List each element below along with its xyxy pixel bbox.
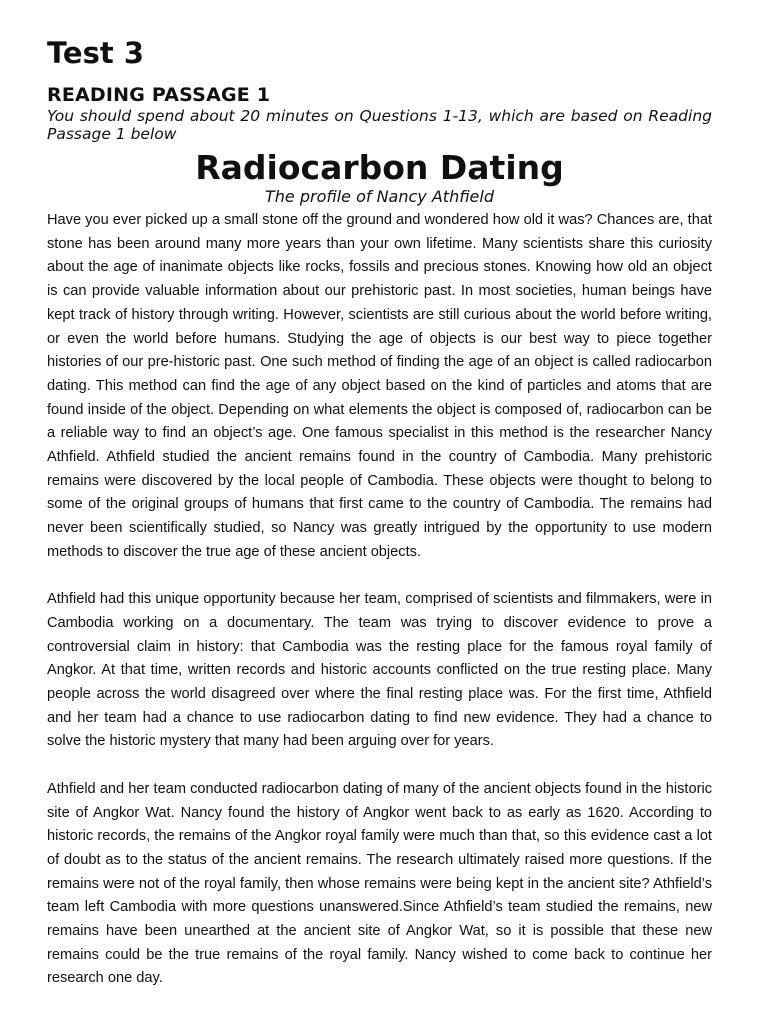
paragraph-2: Athfield had this unique opportunity because her team, comprised of scientists and filmmakers, were in Cambodia working on a documentary. The team was trying to discover evidence to prove a controversial claim in history: that Cambodia was the resting place for the famous royal family of Angkor. At that time, written records and historic accounts conflicted on the true resting place. Many people across the world disagreed over where the final resting place was. For the first time, Athfield and her team had a chance to use radiocarbon dating to find new evidence. They had a chance to solve the historic mystery that many had been arguing over for years. [47, 591, 712, 750]
passage-body [47, 209, 712, 991]
paragraph-3: Athfield and her team conducted radiocarbon dating of many of the ancient objects found in the historic site of Angkor Wat. Nancy found the history of Angkor went back to as early as 1620. According to historic records, the remains of the Angkor royal family were much than that, so this evidence cast a lot of doubt as to the status of the ancient remains. The research ultimately raised more questions. If the remains were not of the royal family, then whose remains were being kept in the ancient site? Athfield’s team left Cambodia with more questions unanswered.Since Athfield’s team studied the remains, new remains have been unearthed at the ancient site of Angkor Wat, so it is possible that these new remains could be the true remains of the royal family. Nancy wished to come back to continue her research one day. [47, 780, 712, 987]
paragraph-1: Have you ever picked up a small stone off the ground and wondered how old it was? Chances are, that stone has been around many more years than your own lifetime. Many scientists share this curiosity about the age of inanimate objects like rocks, fossils and precious stones. Knowing how old an object is can provide valuable information about our prehistoric past. In most societies, human beings have kept track of history through writing. However, scientists are still curious about the world before writing, or even the world before humans. Studying the age of objects is our best way to piece together histories of our pre-historic past. One such method of finding the age of an object is called radiocarbon dating. This method can find the age of any object based on the kind of particles and atoms that are found inside of the object. Depending on what elements the object is composed of, radiocarbon can be a reliable way to find an object’s age. One famous specialist in this method is the researcher Nancy Athfield. Athfield studied the ancient remains found in the country of Cambodia. Many prehistoric remains were discovered by the local people of Cambodia. These objects were thought to belong to some of the original groups of humans that first came to the country of Cambodia. The remains had never been scientifically studied, so Nancy was greatly intrigued by the opportunity to use modern methods to discover the true age of these ancient objects. [47, 212, 712, 560]
section-title: READING PASSAGE 1 [47, 84, 271, 106]
test-title: Test 3 [47, 36, 144, 70]
instructions-text: You should spend about 20 minutes on Questions 1-13, which are based on Reading Passage 1 below [47, 107, 712, 143]
passage-subtitle: The profile of Nancy Athfield [265, 187, 494, 206]
passage-title: Radiocarbon Dating [195, 148, 564, 187]
page-content [47, 34, 712, 1015]
